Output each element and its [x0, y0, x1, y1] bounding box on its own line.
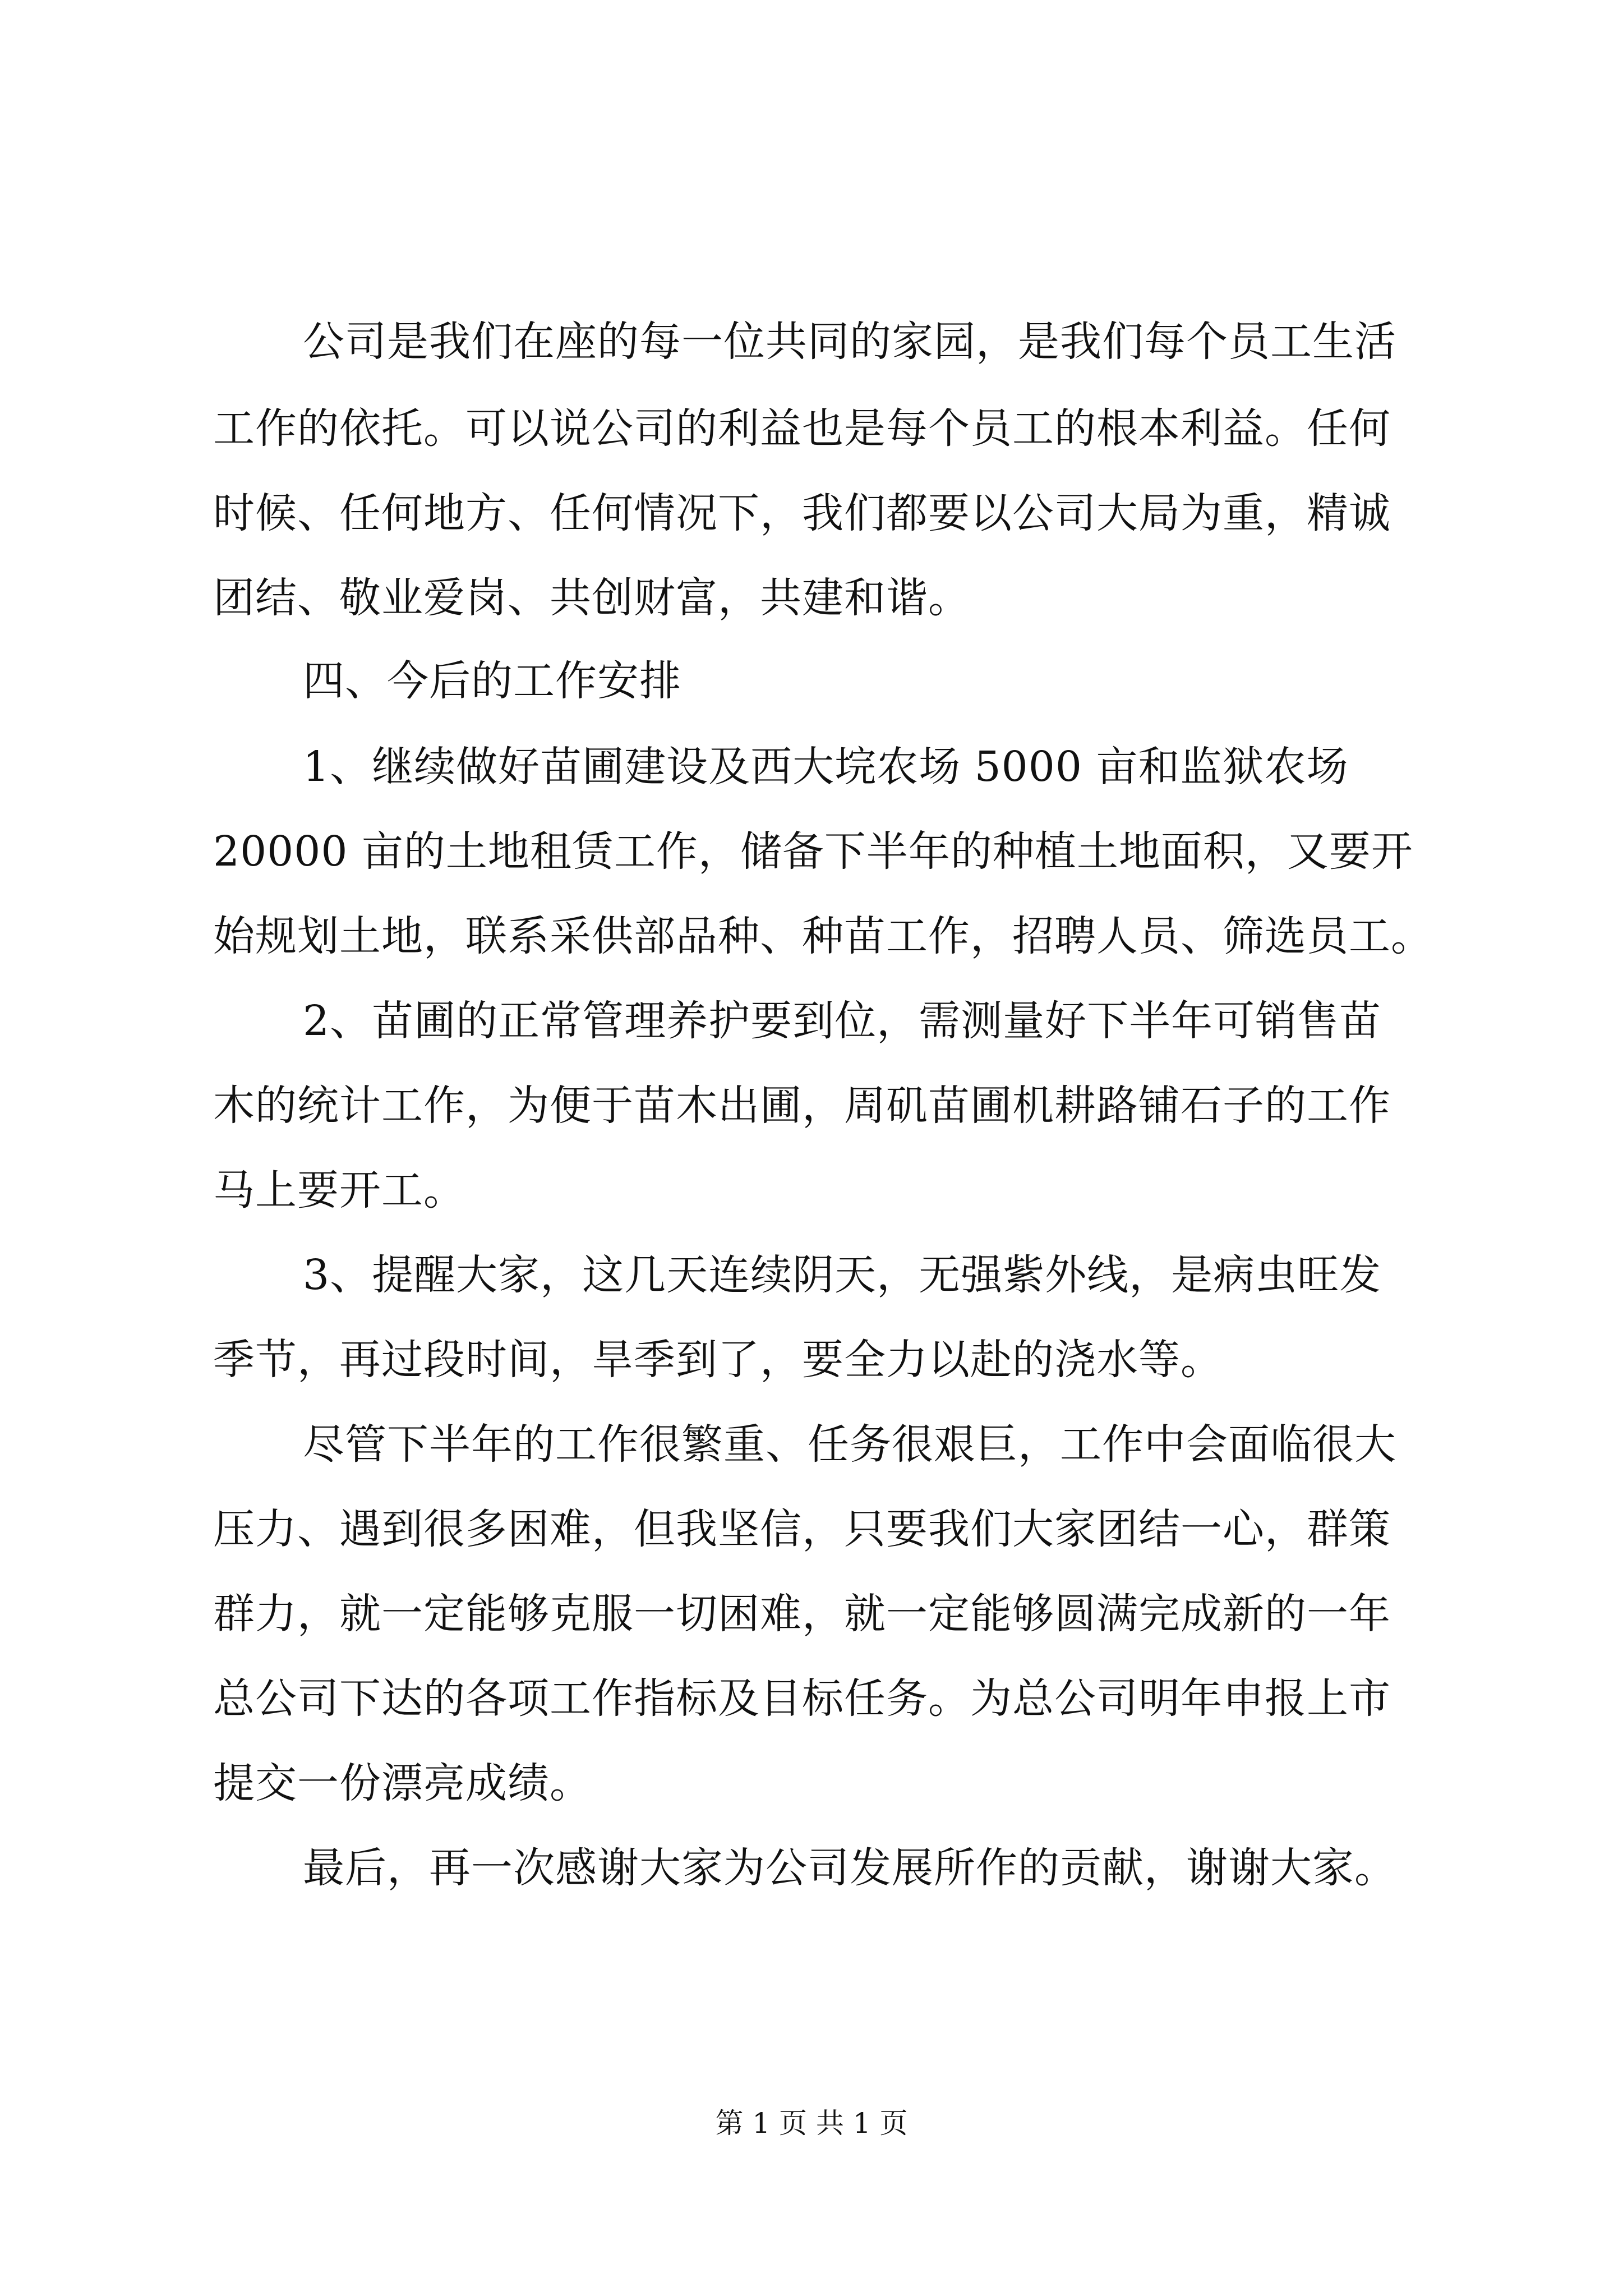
text-line: 季节，再过段时间，旱季到了，要全力以赴的浇水等。	[213, 1336, 1223, 1384]
section-heading: 四、今后的工作安排	[303, 657, 681, 705]
text-line: 团结、敬业爱岗、共创财富，共建和谐。	[213, 574, 970, 622]
text-line: 20000 亩的土地租赁工作，储备下半年的种植土地面积，又要开	[213, 827, 1413, 876]
text-line: 1、继续做好苗圃建设及西大垸农场 5000 亩和监狱农场	[303, 743, 1349, 791]
text-line: 工作的依托。可以说公司的利益也是每个员工的根本利益。任何	[213, 404, 1391, 453]
text-line: 2、苗圃的正常管理养护要到位，需测量好下半年可销售苗	[303, 997, 1382, 1045]
text-line: 提交一份漂亮成绩。	[213, 1759, 592, 1807]
text-line: 压力、遇到很多困难，但我坚信，只要我们大家团结一心，群策	[213, 1505, 1391, 1553]
text-line: 3、提醒大家，这几天连续阴天，无强紫外线，是病虫旺发	[303, 1251, 1382, 1299]
text-line: 最后，再一次感谢大家为公司发展所作的贡献，谢谢大家。	[303, 1844, 1396, 1892]
text-line: 马上要开工。	[213, 1166, 465, 1214]
page-number-footer: 第 1 页 共 1 页	[715, 2107, 908, 2139]
text-line: 始规划土地，联系采供部品种、种苗工作，招聘人员、筛选员工。	[213, 912, 1433, 960]
text-line: 木的统计工作，为便于苗木出圃，周矶苗圃机耕路铺石子的工作	[213, 1082, 1391, 1130]
text-line: 时候、任何地方、任何情况下，我们都要以公司大局为重，精诚	[213, 489, 1391, 537]
text-line: 公司是我们在座的每一位共同的家园，是我们每个员工生活	[303, 318, 1396, 366]
text-line: 尽管下半年的工作很繁重、任务很艰巨，工作中会面临很大	[303, 1420, 1396, 1469]
text-line: 群力，就一定能够克服一切困难，就一定能够圆满完成新的一年	[213, 1590, 1391, 1638]
text-line: 总公司下达的各项工作指标及目标任务。为总公司明年申报上市	[213, 1674, 1391, 1723]
